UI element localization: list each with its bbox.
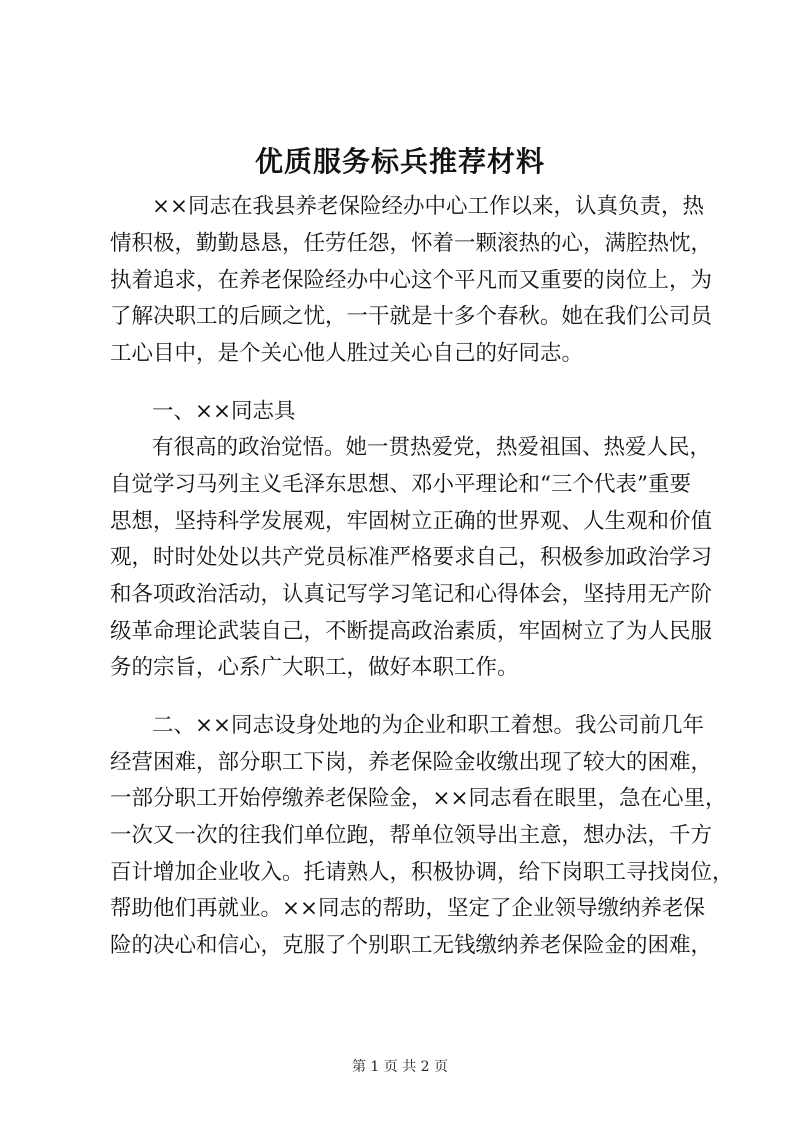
body-line: 执着追求，在养老保险经办中心这个平凡而又重要的岗位上，为 [110, 268, 713, 293]
body-line: 自觉学习马列主义毛泽东思想、邓小平理论和“三个代表”重要 [110, 472, 691, 497]
body-line: 有很高的政治觉悟。她一贯热爱党，热爱祖国、热爱人民， [152, 435, 712, 460]
body-line: 二、××同志设身处地的为企业和职工着想。我公司前几年 [152, 713, 705, 738]
body-line: 工心目中，是个关心他人胜过关心自己的好同志。 [110, 341, 584, 366]
body-line: 险的决心和信心，克服了个别职工无钱缴纳养老保险金的困难， [110, 933, 713, 958]
body-line: 情积极，勤勤恳恳，任劳任怨，怀着一颗滚热的心，满腔热忱， [110, 231, 713, 256]
body-line: 了解决职工的后顾之忧，一干就是十多个春秋。她在我们公司员 [110, 304, 713, 329]
body-line: 观，时时处处以共产党员标准严格要求自己，积极参加政治学习 [110, 545, 713, 570]
body-line: 务的宗旨，心系广大职工，做好本职工作。 [110, 655, 519, 680]
page-footer: 第 1 页 共 2 页 [351, 1059, 449, 1075]
body-line: 帮助他们再就业。××同志的帮助，坚定了企业领导缴纳养老保 [110, 896, 706, 921]
document-title: 优质服务标兵推荐材料 [254, 145, 545, 178]
body-line: 一部分职工开始停缴养老保险金，××同志看在眼里，急在心里， [110, 786, 727, 811]
body-line: 思想，坚持科学发展观，牢固树立正确的世界观、人生观和价值 [110, 509, 713, 534]
body-line: ××同志在我县养老保险经办中心工作以来，认真负责，热 [152, 194, 705, 219]
section-heading: 一、××同志具 [152, 399, 296, 424]
body-line: 百计增加企业收入。托请熟人，积极协调，给下岗职工寻找岗位， [110, 860, 734, 885]
body-line: 和各项政治活动，认真记写学习笔记和心得体会，坚持用无产阶 [110, 582, 713, 607]
body-line: 一次又一次的往我们单位跑，帮单位领导出主意，想办法，千方 [110, 823, 713, 848]
body-line: 经营困难，部分职工下岗，养老保险金收缴出现了较大的困难， [110, 750, 713, 775]
body-line: 级革命理论武装自己，不断提高政治素质，牢固树立了为人民服 [110, 619, 713, 644]
